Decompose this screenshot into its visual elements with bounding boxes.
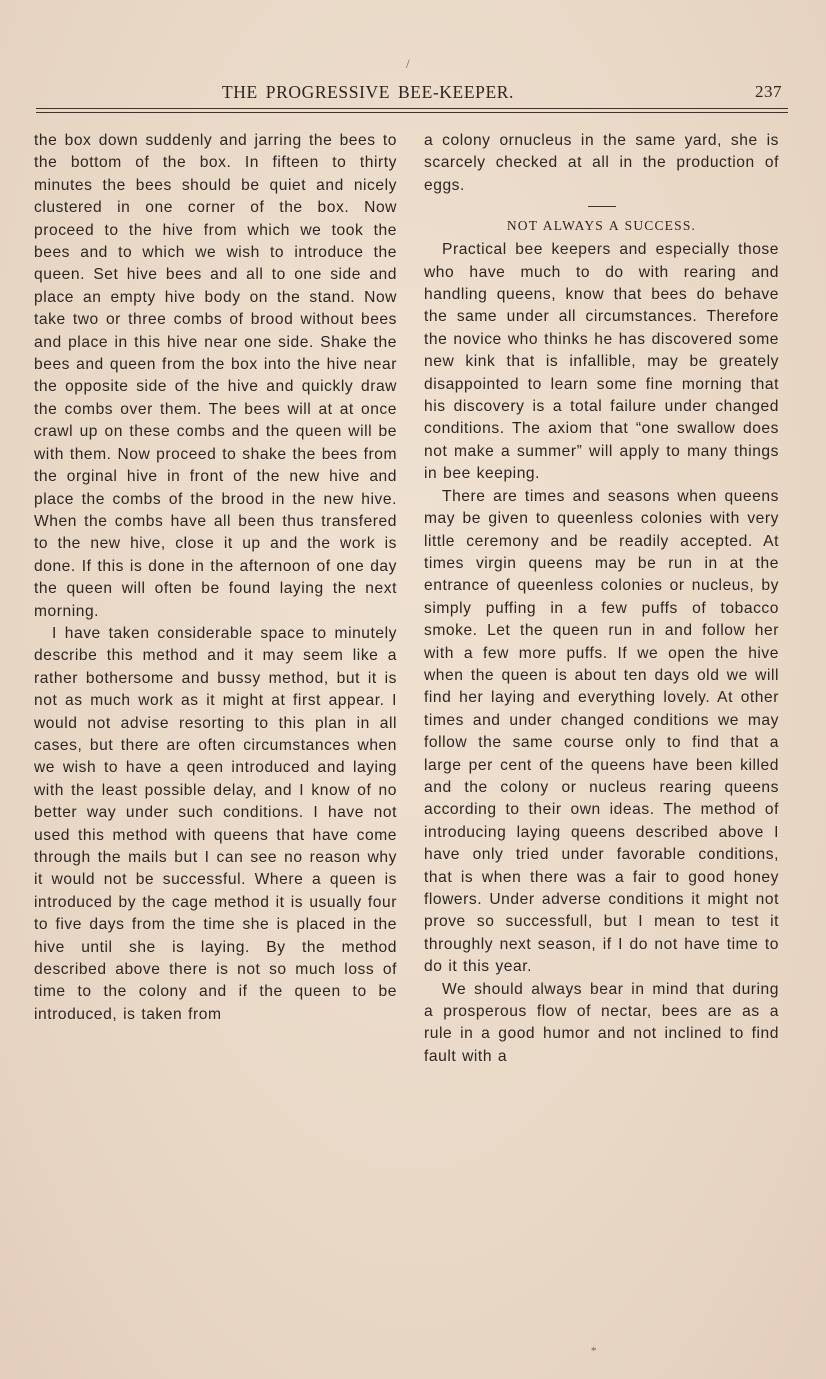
section-heading: NOT ALWAYS A SUCCESS.: [506, 218, 697, 234]
journal-title: THE PROGRESSIVE BEE-KEEPER.: [222, 82, 514, 102]
header-rule-bottom: [36, 112, 788, 113]
paragraph-continued: a colony ornucleus in the same yard, she is scarcely checked at all in the production of eggs.: [424, 132, 779, 194]
header-rule-top: [36, 108, 788, 109]
section-divider: [588, 206, 616, 207]
paragraph: I have taken considerable space to minutely describe this method and it may seem like a rather bothersome and bussy method, but it is not as much work as it might at first appear. I would not advise resorting to this plan in all cases, but there are often circumstances when we wish to have a qeen introduced and laying with the least possible delay, and I know of no better way under such conditions. I have not used this method with queens that have come through the mails but I can see no reason why it would not be successful. Where a queen is introduced by the cage method it is usually four to five days from the time she is placed in the hive until she is laying. By the method described above there is not so much loss of time to the colony and if the queen to be introduced, is taken from: [34, 624, 397, 1023]
margin-mark: *: [591, 1345, 597, 1357]
left-column: [34, 130, 397, 1026]
paragraph-continued: the box down suddenly and jarring the bees to the bottom of the box. In fifteen to thirty minutes the bees should be quiet and nicely clustered in one corner of the box. Now proceed to the hive from which we took the bees and to which we wish to introduce the queen. Set hive bees and all to one side and place an empty hive body on the stand. Now take two or three combs of brood without bees and place in this hive near one side. Shake the bees and queen from the box into the hive near the opposite side of the hive and quickly draw the combs over them. The bees will at at once crawl up on these combs and the queen will be with them. Now proceed to shake the bees from the orginal hive in front of the new hive and place the combs of the brood in the new hive. When the combs have all been thus transfered to the new hive, close it up and the work is done. If this is done in the afternoon of one day the queen will often be found laying the next morning.: [34, 132, 397, 620]
paragraph: We should always bear in mind that during a prosperous flow of nectar, bees are as a rule in a good humor and not inclined to find fault with a: [424, 980, 779, 1065]
right-column: [424, 130, 779, 1068]
page-number: 237: [755, 82, 782, 101]
paragraph: Practical bee keepers and especially those who have much to do with rearing and handling queens, know that bees do behave the same under all circumstances. Therefore the novice who thinks he has discovered some new kink that is infallible, may be greately disappointed to learn some fine morning that his discovery is a total failure under changed conditions. The axiom that “one swallow does not make a summer” will apply to many things in bee keeping.: [424, 241, 779, 483]
margin-mark: /: [406, 56, 410, 71]
paragraph: There are times and seasons when queens may be given to queenless colonies with very little ceremony and be readily accepted. At times virgin queens may be run in at the entrance of queenless colonies or nucleus, by simply puffing in a few puffs of tobacco smoke. Let the queen run in and follow her with a few more puffs. If we open the hive when the queen is about ten days old we will find her laying and everything lovely. At other times and under changed conditions we may follow the same course only to find that a large per cent of the queens have been killed and the colony or nucleus rearing queens according to their own ideas. The method of introducing laying queens described above I have only tried under favorable conditions, that is when there was a fair to good honey flowers. Under adverse conditions it might not prove so successfull, but I mean to test it throughly next season, if I do not have time to do it this year.: [424, 487, 779, 976]
running-header: [36, 82, 788, 106]
